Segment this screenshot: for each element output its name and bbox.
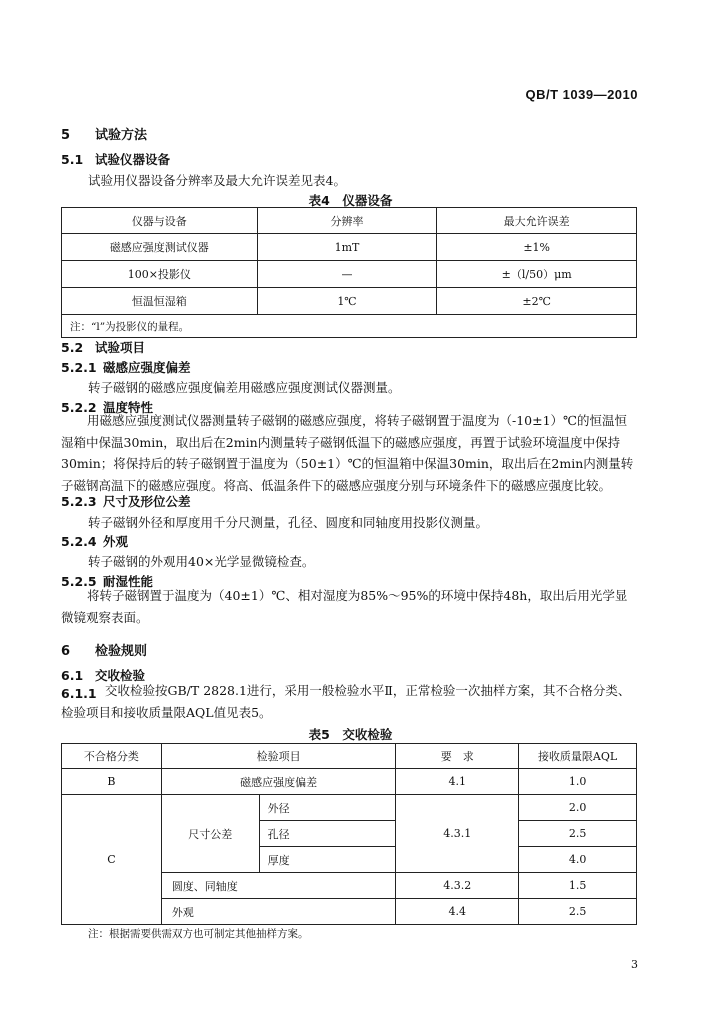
table-4 bbox=[61, 207, 637, 338]
table-cell: 4.4 bbox=[396, 899, 519, 925]
section-number: 5.2.4 bbox=[61, 534, 97, 549]
table-cell: 磁感应强度测试仪器 bbox=[62, 234, 258, 261]
table-cell: 4.0 bbox=[519, 847, 637, 873]
table-cell: 1.0 bbox=[519, 769, 637, 795]
table-note-row bbox=[62, 315, 637, 338]
section-5-2-1-text: 转子磁钢的磁感应强度偏差用磁感应强度测试仪器测量。 bbox=[88, 380, 401, 395]
section-title: 试验项目 bbox=[95, 340, 146, 355]
table-header-row bbox=[62, 744, 637, 769]
section-5-2-5-text: 将转子磁钢置于温度为（40±1）℃、相对湿度为85%～95%的环境中保持48h，取出后用光学显微镜观察表面。 bbox=[61, 588, 628, 625]
section-6-1-1-text: 交收检验按GB/T 2828.1进行，采用一般检验水平Ⅱ，正常检验一次抽样方案，其不合格分类、检验项目和接收质量限AQL值见表5。 bbox=[61, 683, 631, 720]
table-header-cell: 不合格分类 bbox=[62, 744, 162, 769]
section-5-2-4-text: 转子磁钢的外观用40×光学显微镜检查。 bbox=[88, 554, 315, 569]
section-number: 5.2.2 bbox=[61, 400, 97, 415]
section-number: 5.2.3 bbox=[61, 494, 97, 509]
table-cell: 恒温恒湿箱 bbox=[62, 288, 258, 315]
section-number: 5.2 bbox=[61, 340, 84, 355]
section-5-2-3-text: 转子磁钢外径和厚度用千分尺测量，孔径、圆度和同轴度用投影仪测量。 bbox=[88, 515, 489, 530]
table-cell: — bbox=[257, 261, 437, 288]
table-header-cell: 要 求 bbox=[396, 744, 519, 769]
table-header-cell: 检验项目 bbox=[161, 744, 396, 769]
section-5-2-2-text: 用磁感应强度测试仪器测量转子磁钢的磁感应强度，将转子磁钢置于温度为（-10±1）℃的恒温恒湿箱中保温30min，取出后在2min内测量转子磁钢低温下的磁感应强度，再置于试验环境温度中保持30min；将保持后的转子磁钢置于温度为（50±1）℃的恒温箱中保温30min，取出后在2min内测量转子磁钢高温下的磁感应强度。将高、低温条件下的磁感应强度分别与环境条件下的磁感应强度比较。 bbox=[61, 413, 634, 493]
table-row bbox=[62, 795, 637, 821]
table-row bbox=[62, 261, 637, 288]
section-5-2-3-heading bbox=[61, 492, 191, 510]
section-number: 5.1 bbox=[61, 152, 84, 167]
section-number: 5.2.1 bbox=[61, 360, 97, 375]
section-title: 磁感应强度偏差 bbox=[103, 360, 191, 375]
section-number: 5 bbox=[61, 128, 71, 143]
table-header-cell: 最大允许误差 bbox=[437, 208, 637, 234]
table-row bbox=[62, 288, 637, 315]
table-cell: 孔径 bbox=[259, 821, 396, 847]
table-cell: 尺寸公差 bbox=[161, 795, 259, 873]
standard-number: QB/T 1039—2010 bbox=[525, 87, 638, 102]
section-5-2-4-heading bbox=[61, 532, 128, 550]
section-title: 温度特性 bbox=[103, 400, 154, 415]
section-5-heading bbox=[61, 124, 147, 143]
table-cell: 外径 bbox=[259, 795, 396, 821]
section-6-1-1-number: 6.1.1 bbox=[61, 686, 97, 701]
table-cell: B bbox=[62, 769, 162, 795]
page-number: 3 bbox=[631, 958, 638, 971]
section-5-1-text: 试验用仪器设备分辨率及最大允许误差见表4。 bbox=[88, 173, 346, 188]
section-number: 6 bbox=[61, 644, 71, 659]
table-cell: ±（l/50）μm bbox=[437, 261, 637, 288]
table-row bbox=[62, 234, 637, 261]
table-cell: C bbox=[62, 795, 162, 925]
table-header-row bbox=[62, 208, 637, 234]
section-5-1-heading bbox=[61, 150, 170, 168]
table-cell: ±2℃ bbox=[437, 288, 637, 315]
table-5-caption: 表5 交收检验 bbox=[308, 727, 393, 742]
table-cell: 2.5 bbox=[519, 899, 637, 925]
table-cell: 4.3.1 bbox=[396, 795, 519, 873]
section-6-heading bbox=[61, 640, 147, 659]
table-5 bbox=[61, 743, 637, 925]
section-title: 耐湿性能 bbox=[103, 574, 154, 589]
table-cell: 4.3.2 bbox=[396, 873, 519, 899]
table-cell: 4.1 bbox=[396, 769, 519, 795]
section-title: 交收检验 bbox=[95, 668, 146, 683]
table-cell: ±1% bbox=[437, 234, 637, 261]
table-cell: 1.5 bbox=[519, 873, 637, 899]
section-number: 6.1 bbox=[61, 668, 84, 683]
table-header-cell: 接收质量限AQL bbox=[519, 744, 637, 769]
table-cell: 1℃ bbox=[257, 288, 437, 315]
table-header-cell: 仪器与设备 bbox=[62, 208, 258, 234]
section-5-2-heading bbox=[61, 338, 145, 356]
section-title: 外观 bbox=[103, 534, 129, 549]
table-5-note: 注：根据需要供需双方也可制定其他抽样方案。 bbox=[88, 928, 309, 940]
table-cell: 1mT bbox=[257, 234, 437, 261]
section-5-2-1-heading bbox=[61, 358, 191, 376]
section-title: 检验规则 bbox=[95, 644, 148, 659]
table-cell: 圆度、同轴度 bbox=[161, 873, 396, 899]
table-cell: 外观 bbox=[161, 899, 396, 925]
section-title: 试验方法 bbox=[95, 128, 148, 143]
table-row bbox=[62, 769, 637, 795]
section-title: 尺寸及形位公差 bbox=[103, 494, 191, 509]
table-cell: 2.5 bbox=[519, 821, 637, 847]
table-header-cell: 分辨率 bbox=[257, 208, 437, 234]
table-cell: 磁感应强度偏差 bbox=[161, 769, 396, 795]
table-cell: 厚度 bbox=[259, 847, 396, 873]
table-note: 注：“l”为投影仪的量程。 bbox=[62, 315, 637, 338]
table-cell: 100×投影仪 bbox=[62, 261, 258, 288]
section-title: 试验仪器设备 bbox=[95, 152, 171, 167]
table-4-caption: 表4 仪器设备 bbox=[308, 193, 393, 208]
table-cell: 2.0 bbox=[519, 795, 637, 821]
section-number: 5.2.5 bbox=[61, 574, 97, 589]
